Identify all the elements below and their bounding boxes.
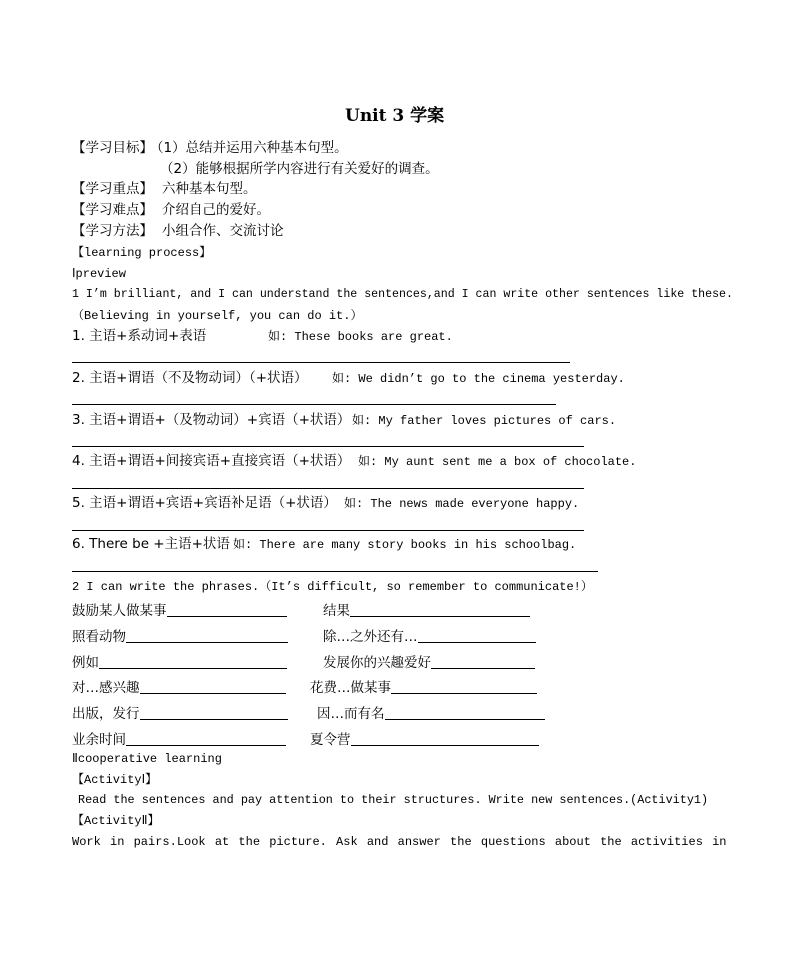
task2-line: 2 I can write the phrases.（It’s difficult, so remember to communicate!） (72, 580, 593, 594)
pattern-3: 3. 主语+谓语+（及物动词）+宾语（+状语） (72, 412, 351, 428)
phrase-right: 结果 (323, 603, 350, 619)
pattern-2-example: 如: We didn’t go to the cinema yesterday. (332, 372, 625, 386)
phrase-right: 花费…做某事 (310, 680, 391, 696)
phrase-left: 照看动物 (72, 629, 126, 645)
phrase-blank[interactable] (126, 629, 288, 643)
cooperative-label: Ⅱcooperative learning (72, 752, 222, 766)
pattern-6-example: 如: There are many story books in his schoolbag. (233, 538, 577, 552)
phrase-blank[interactable] (140, 680, 286, 694)
answer-line[interactable] (72, 446, 584, 447)
activity2-text: Work in pairs.Look at the picture. Ask and answer the questions about the activities in (72, 835, 727, 849)
phrase-left: 鼓励某人做某事 (72, 603, 167, 619)
phrase-left: 对…感兴趣 (72, 680, 140, 696)
objectives-label: 【学习目标】 (72, 140, 153, 156)
pattern-4: 4. 主语+谓语+间接宾语+直接宾语（+状语） (72, 453, 351, 469)
phrase-left: 出版，发行 (72, 706, 140, 722)
phrase-blank[interactable] (167, 603, 287, 617)
phrase-blank[interactable] (391, 680, 537, 694)
preview-label: Ⅰpreview (72, 267, 126, 281)
phrase-right: 夏令营 (310, 732, 351, 748)
answer-line[interactable] (72, 404, 556, 405)
objective-2: （2）能够根据所学内容进行有关爱好的调查。 (160, 161, 439, 177)
phrase-right: 因…而有名 (317, 706, 385, 722)
key-points-label: 【学习重点】 (72, 181, 153, 197)
methods-label: 【学习方法】 (72, 223, 153, 239)
pattern-2: 2. 主语+谓语（不及物动词）（+状语） (72, 370, 308, 386)
phrase-blank[interactable] (350, 603, 530, 617)
pattern-1-example: 如: These books are great. (268, 330, 453, 344)
task1-line1: 1 I’m brilliant, and I can understand the sentences,and I can write other sentences like these. (72, 288, 733, 301)
phrase-blank[interactable] (126, 732, 286, 746)
pattern-5-example: 如: The news made everyone happy. (344, 497, 580, 511)
activity2-label: 【ActivityⅡ】 (72, 814, 160, 828)
process-label: 【learning process】 (72, 246, 212, 260)
answer-line[interactable] (72, 530, 584, 531)
phrase-right: 发展你的兴趣爱好 (323, 655, 431, 671)
phrase-blank[interactable] (99, 655, 287, 669)
phrase-left: 业余时间 (72, 732, 126, 748)
difficulties-label: 【学习难点】 (72, 202, 153, 218)
phrase-blank[interactable] (431, 655, 535, 669)
methods-text: 小组合作、交流讨论 (162, 223, 284, 239)
objective-1: （1）总结并运用六种基本句型。 (150, 140, 348, 156)
answer-line[interactable] (72, 362, 570, 363)
pattern-4-example: 如: My aunt sent me a box of chocolate. (358, 455, 637, 469)
activity1-text: Read the sentences and pay attention to their structures. Write new sentences.(Activity1) (78, 793, 709, 807)
pattern-3-example: 如: My father loves pictures of cars. (352, 414, 617, 428)
answer-line[interactable] (72, 488, 584, 489)
page-title: Unit 3 学案 (345, 106, 445, 126)
pattern-5: 5. 主语+谓语+宾语+宾语补足语（+状语） (72, 495, 337, 511)
phrase-right: 除…之外还有… (323, 629, 418, 645)
activity1-label: 【ActivityⅠ】 (72, 773, 158, 787)
phrase-left: 例如 (72, 655, 99, 671)
task1-line2: （Believing in yourself, you can do it.） (72, 309, 363, 323)
phrase-blank[interactable] (418, 629, 536, 643)
key-points-text: 六种基本句型。 (162, 181, 257, 197)
answer-line[interactable] (72, 571, 598, 572)
pattern-1: 1. 主语+系动词+表语 (72, 328, 207, 344)
phrase-blank[interactable] (351, 732, 539, 746)
difficulties-text: 介绍自己的爱好。 (162, 202, 270, 218)
phrase-blank[interactable] (385, 706, 545, 720)
phrase-blank[interactable] (140, 706, 288, 720)
pattern-6: 6. There be +主语+状语 (72, 536, 230, 552)
